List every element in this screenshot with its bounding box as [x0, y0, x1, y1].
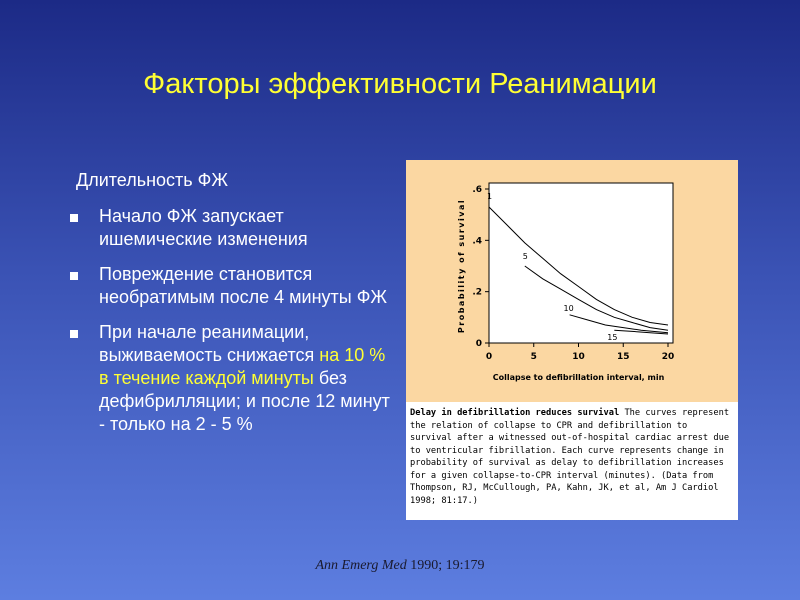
bullet-square-icon — [70, 330, 78, 338]
series-label-1: 1 — [487, 191, 493, 201]
survival-chart — [406, 160, 738, 402]
citation-journal: Ann Emerg Med — [315, 558, 407, 573]
bullet-highlight-text: на 10 % в течение каждой минуты — [99, 345, 386, 388]
bullet-square-icon — [70, 272, 78, 280]
bullet-item — [68, 263, 398, 309]
slide-subtitle: Длительность ФЖ — [76, 170, 228, 190]
bullet-text: без дефибрилляции; и после 12 минут - только на 2 - 5 % — [99, 368, 390, 434]
bullet-text: Повреждение становится необратимым после 4 минуты ФЖ — [99, 264, 388, 307]
y-axis-label: Probability of survival — [457, 198, 466, 334]
plot-area — [406, 160, 738, 402]
x-tick-label: 10 — [572, 352, 585, 362]
y-tick-label: .6 — [472, 185, 482, 195]
x-tick-label: 5 — [530, 352, 537, 362]
y-tick-label: .2 — [472, 287, 482, 298]
citation-rest: 1990; 19:179 — [406, 558, 485, 573]
x-tick-label: 15 — [616, 352, 630, 362]
series-label-15: 15 — [607, 333, 618, 343]
y-tick-label: 0 — [475, 339, 482, 349]
survival-figure — [406, 160, 738, 520]
bullet-item — [68, 205, 398, 251]
x-axis-label: Collapse to defibrillation interval, min — [492, 373, 665, 382]
slide-title: Факторы эффективности Реанимации — [143, 68, 657, 100]
plot-box — [489, 183, 673, 343]
citation — [0, 558, 800, 574]
figure-caption — [406, 402, 738, 520]
caption-title: Delay in defibrillation reduces survival — [410, 408, 620, 418]
series-label-10: 10 — [563, 303, 574, 313]
bullet-list — [68, 205, 398, 448]
x-tick-label: 0 — [485, 352, 493, 362]
x-tick-label: 20 — [661, 352, 675, 362]
caption-body: The curves represent the relation of collapse to CPR and defibrillation to survival after a witnessed out-of-hospital cardiac arrest due to ventricular fibrillation. Each curve represents change in probability of survival as delay to defibrillation increases for a given collapse-to-CPR interval (minutes). (Data from Thompson, RJ, McCullough, PA, Kahn, JK, et al, Am J Cardiol 1998; 81:17.) — [410, 408, 730, 506]
y-tick-label: .4 — [472, 236, 482, 247]
bullet-text: Начало ФЖ запускает ишемические изменения — [99, 206, 308, 249]
series-label-5: 5 — [522, 252, 528, 261]
bullet-square-icon — [70, 214, 78, 222]
bullet-text: При начале реанимации, выживаемость снижается — [99, 322, 320, 365]
bullet-item — [68, 321, 398, 436]
